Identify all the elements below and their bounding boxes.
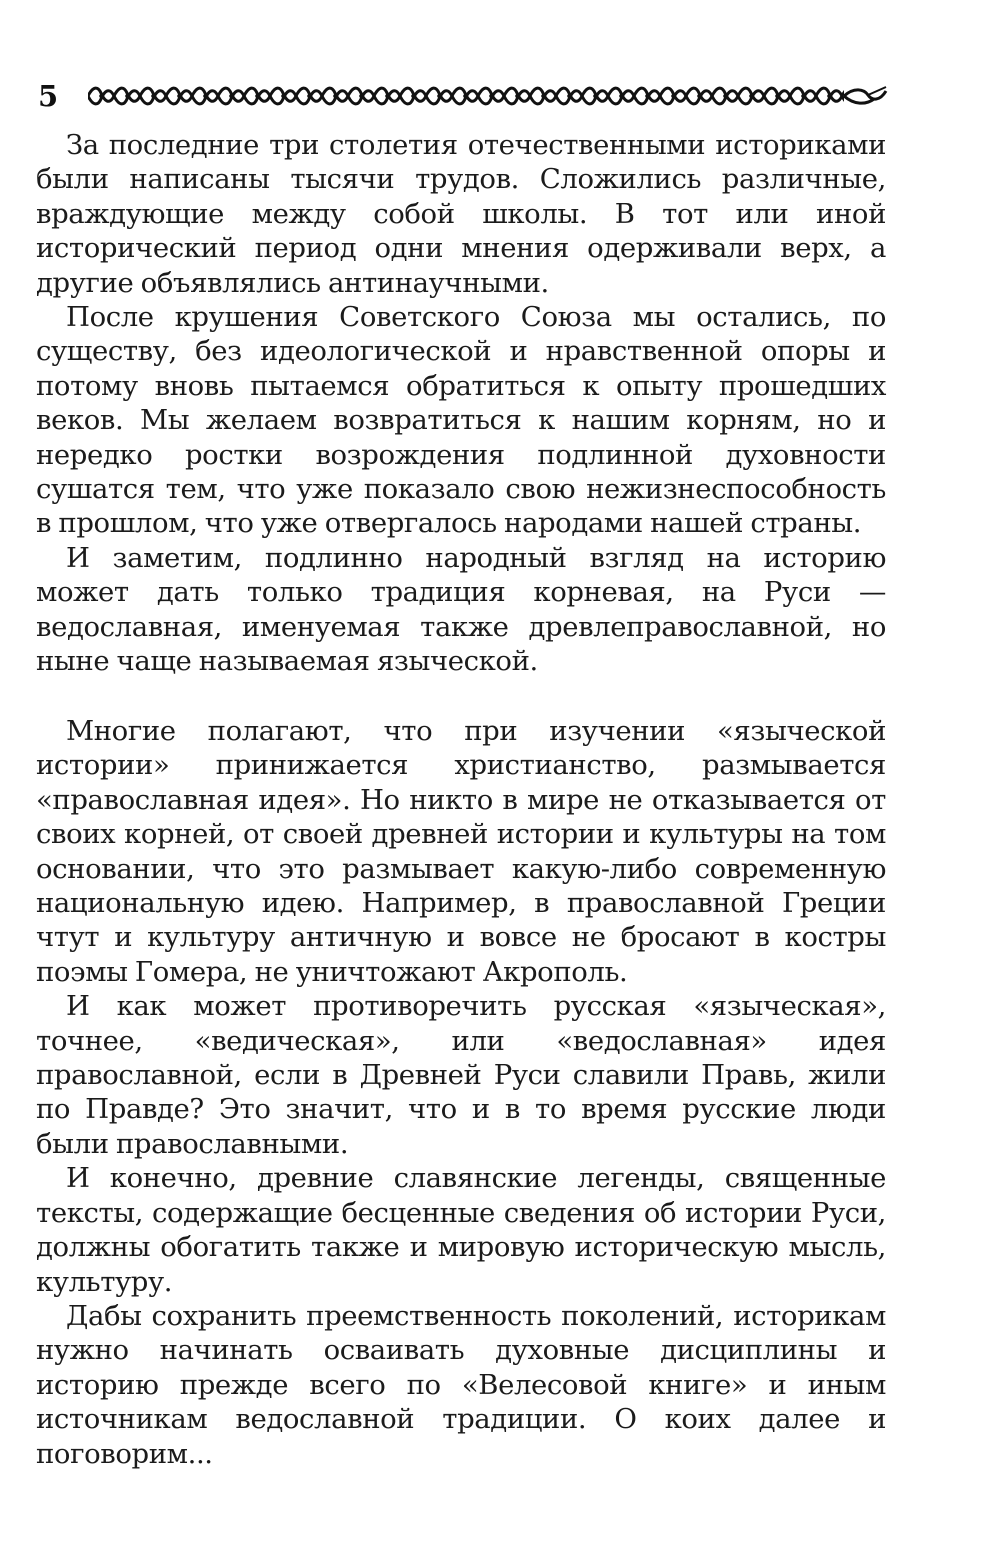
page-number: 5 — [38, 79, 59, 113]
paragraph-7: Дабы сохранить преемственность поколений, историкам нужно начинать осваивать духовные дисциплины и историю прежде всего по «Велесовой книге» и иным источникам ведославной традиции. О коих далее и поговорим... — [36, 1299, 886, 1470]
paragraph-2: После крушения Советского Союза мы остались, по существу, без идеологической и нравственной опоры и потому вновь пытаемся обратиться к опыту прошедших веков. Мы желаем возвратиться к нашим корням, но и нередко ростки возрождения подлинной духовности сушатся тем, что уже показало свою нежизнеспособность в прошлом, что уже отвергалось народами нашей страны. — [36, 301, 886, 540]
paragraph-4: Многие полагают, что при изучении «языческой истории» принижается христианство, размывается «православная идея». Но никто в мире не отказывается от своих корней, от своей древней истории и культуры на том основании, что это размывает какую-либо современную национальную идею. Например, в православной Греции чтут и культуру античную и вовсе не бросают в костры поэмы Гомера, не уничтожают Акрополь. — [36, 715, 886, 988]
text-section-2 — [36, 714, 886, 1471]
text-section-1 — [36, 128, 886, 679]
paragraph-5: И как может противоречить русская «языческая», точнее, «ведическая», или «ведославная» идея православной, если в Древней Руси славили Правь, жили по Правде? Это значит, что и в то время русские люди были православными. — [36, 990, 886, 1160]
paragraph-6: И конечно, древние славянские легенды, священные тексты, содержащие бесценные сведения об истории Руси, должны обогатить также и мировую историческую мысль, культуру. — [36, 1162, 886, 1298]
page-header — [36, 74, 892, 118]
paragraph-1: За последние три столетия отечественными историками были написаны тысячи трудов. Сложились различные, враждующие между собой школы. В тот или иной исторический период одни мнения одерживали верх, а другие объявлялись антинаучными. — [36, 129, 886, 299]
braided-cord-ornament-icon — [88, 81, 888, 111]
paragraph-3: И заметим, подлинно народный взгляд на историю может дать только традиция корневая, на Руси — ведославная, именуемая также древлеправославной, но ныне чаще называемая языческой. — [36, 541, 886, 678]
